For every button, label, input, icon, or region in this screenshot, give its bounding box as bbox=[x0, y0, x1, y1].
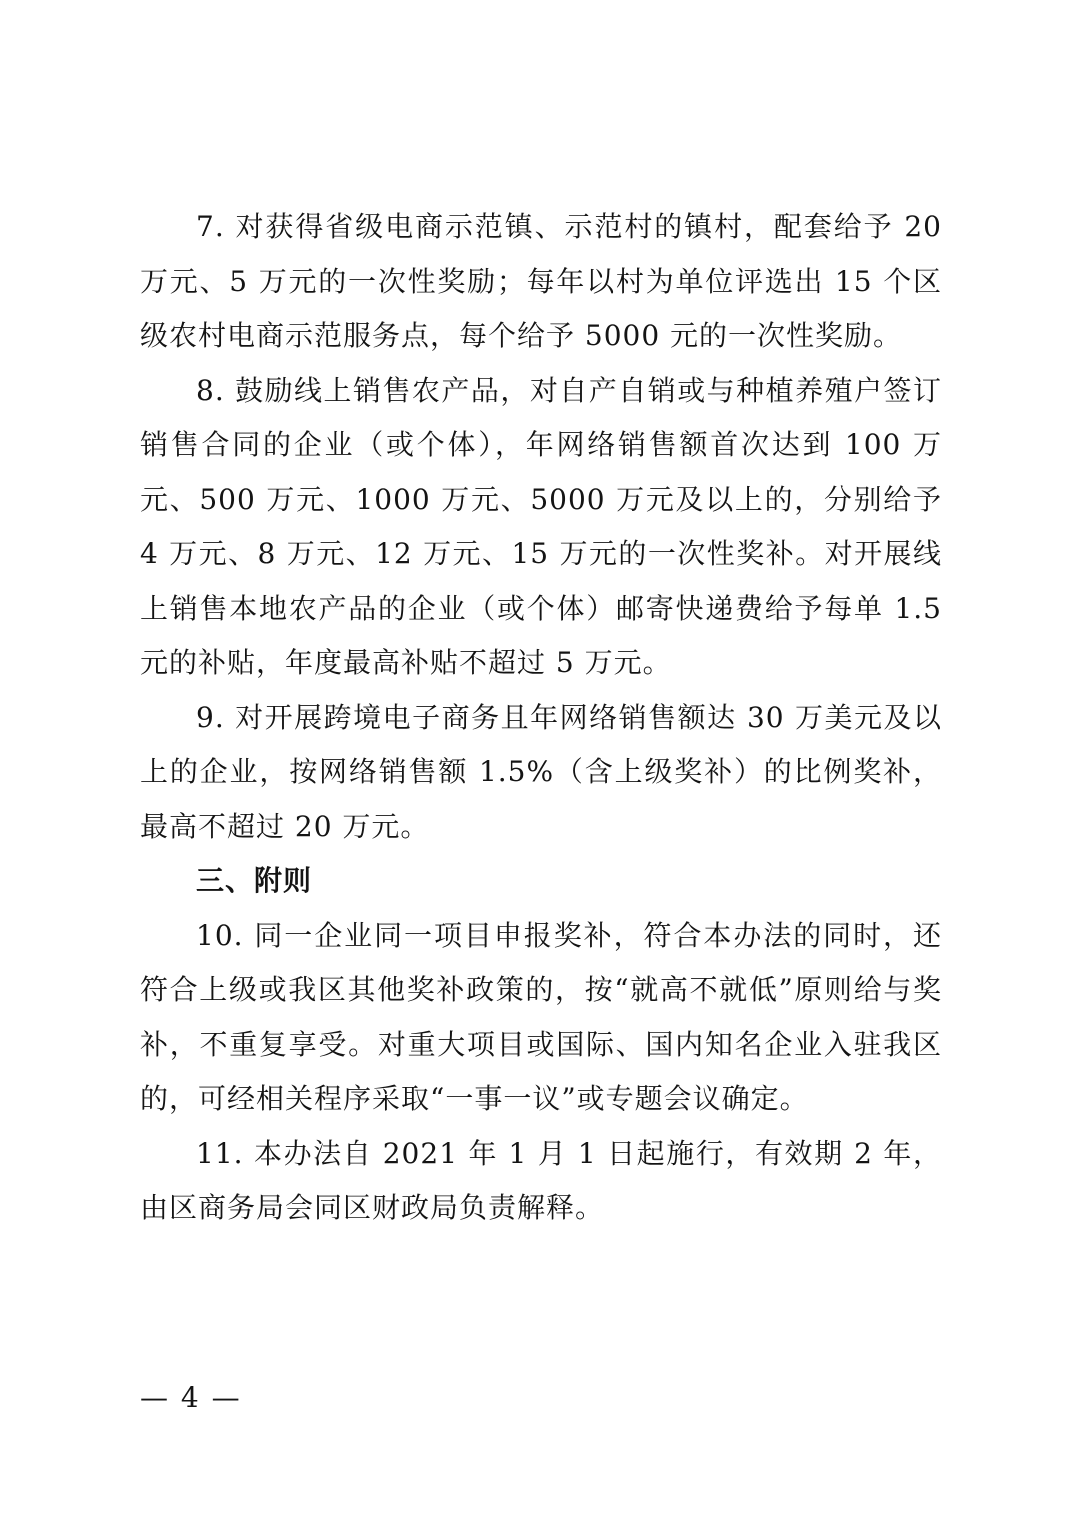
document-body bbox=[140, 200, 942, 1236]
section-heading-appendix: 三、附则 bbox=[196, 864, 313, 897]
paragraph-item-9: 9. 对开展跨境电子商务且年网络销售额达 30 万美元及以上的企业，按网络销售额 1.5%（含上级奖补）的比例奖补，最高不超过 20 万元。 bbox=[140, 700, 942, 843]
paragraph-item-8: 8. 鼓励线上销售农产品，对自产自销或与种植养殖户签订销售合同的企业（或个体），年网络销售额首次达到 100 万元、500 万元、1000 万元、5000 万元及以上的，分别给予 4 万元、8 万元、12 万元、15 万元的一次性奖补。对开展线上销售本地农产品的企业（或个体）邮寄快递费给予每单 1.5 元的补贴，年度最高补贴不超过 5 万元。 bbox=[140, 373, 942, 679]
page-number: — 4 — bbox=[140, 1381, 242, 1414]
paragraph-item-7: 7. 对获得省级电商示范镇、示范村的镇村，配套给予 20 万元、5 万元的一次性奖励；每年以村为单位评选出 15 个区级农村电商示范服务点，每个给予 5000 元的一次性奖励。 bbox=[140, 210, 942, 352]
paragraph-item-10: 10. 同一企业同一项目申报奖补，符合本办法的同时，还符合上级或我区其他奖补政策的，按“就高不就低”原则给与奖补，不重复享受。对重大项目或国际、国内知名企业入驻我区的，可经相关程序采取“一事一议”或专题会议确定。 bbox=[140, 918, 942, 1115]
paragraph-item-11: 11. 本办法自 2021 年 1 月 1 日起施行，有效期 2 年，由区商务局会同区财政局负责解释。 bbox=[140, 1136, 942, 1224]
